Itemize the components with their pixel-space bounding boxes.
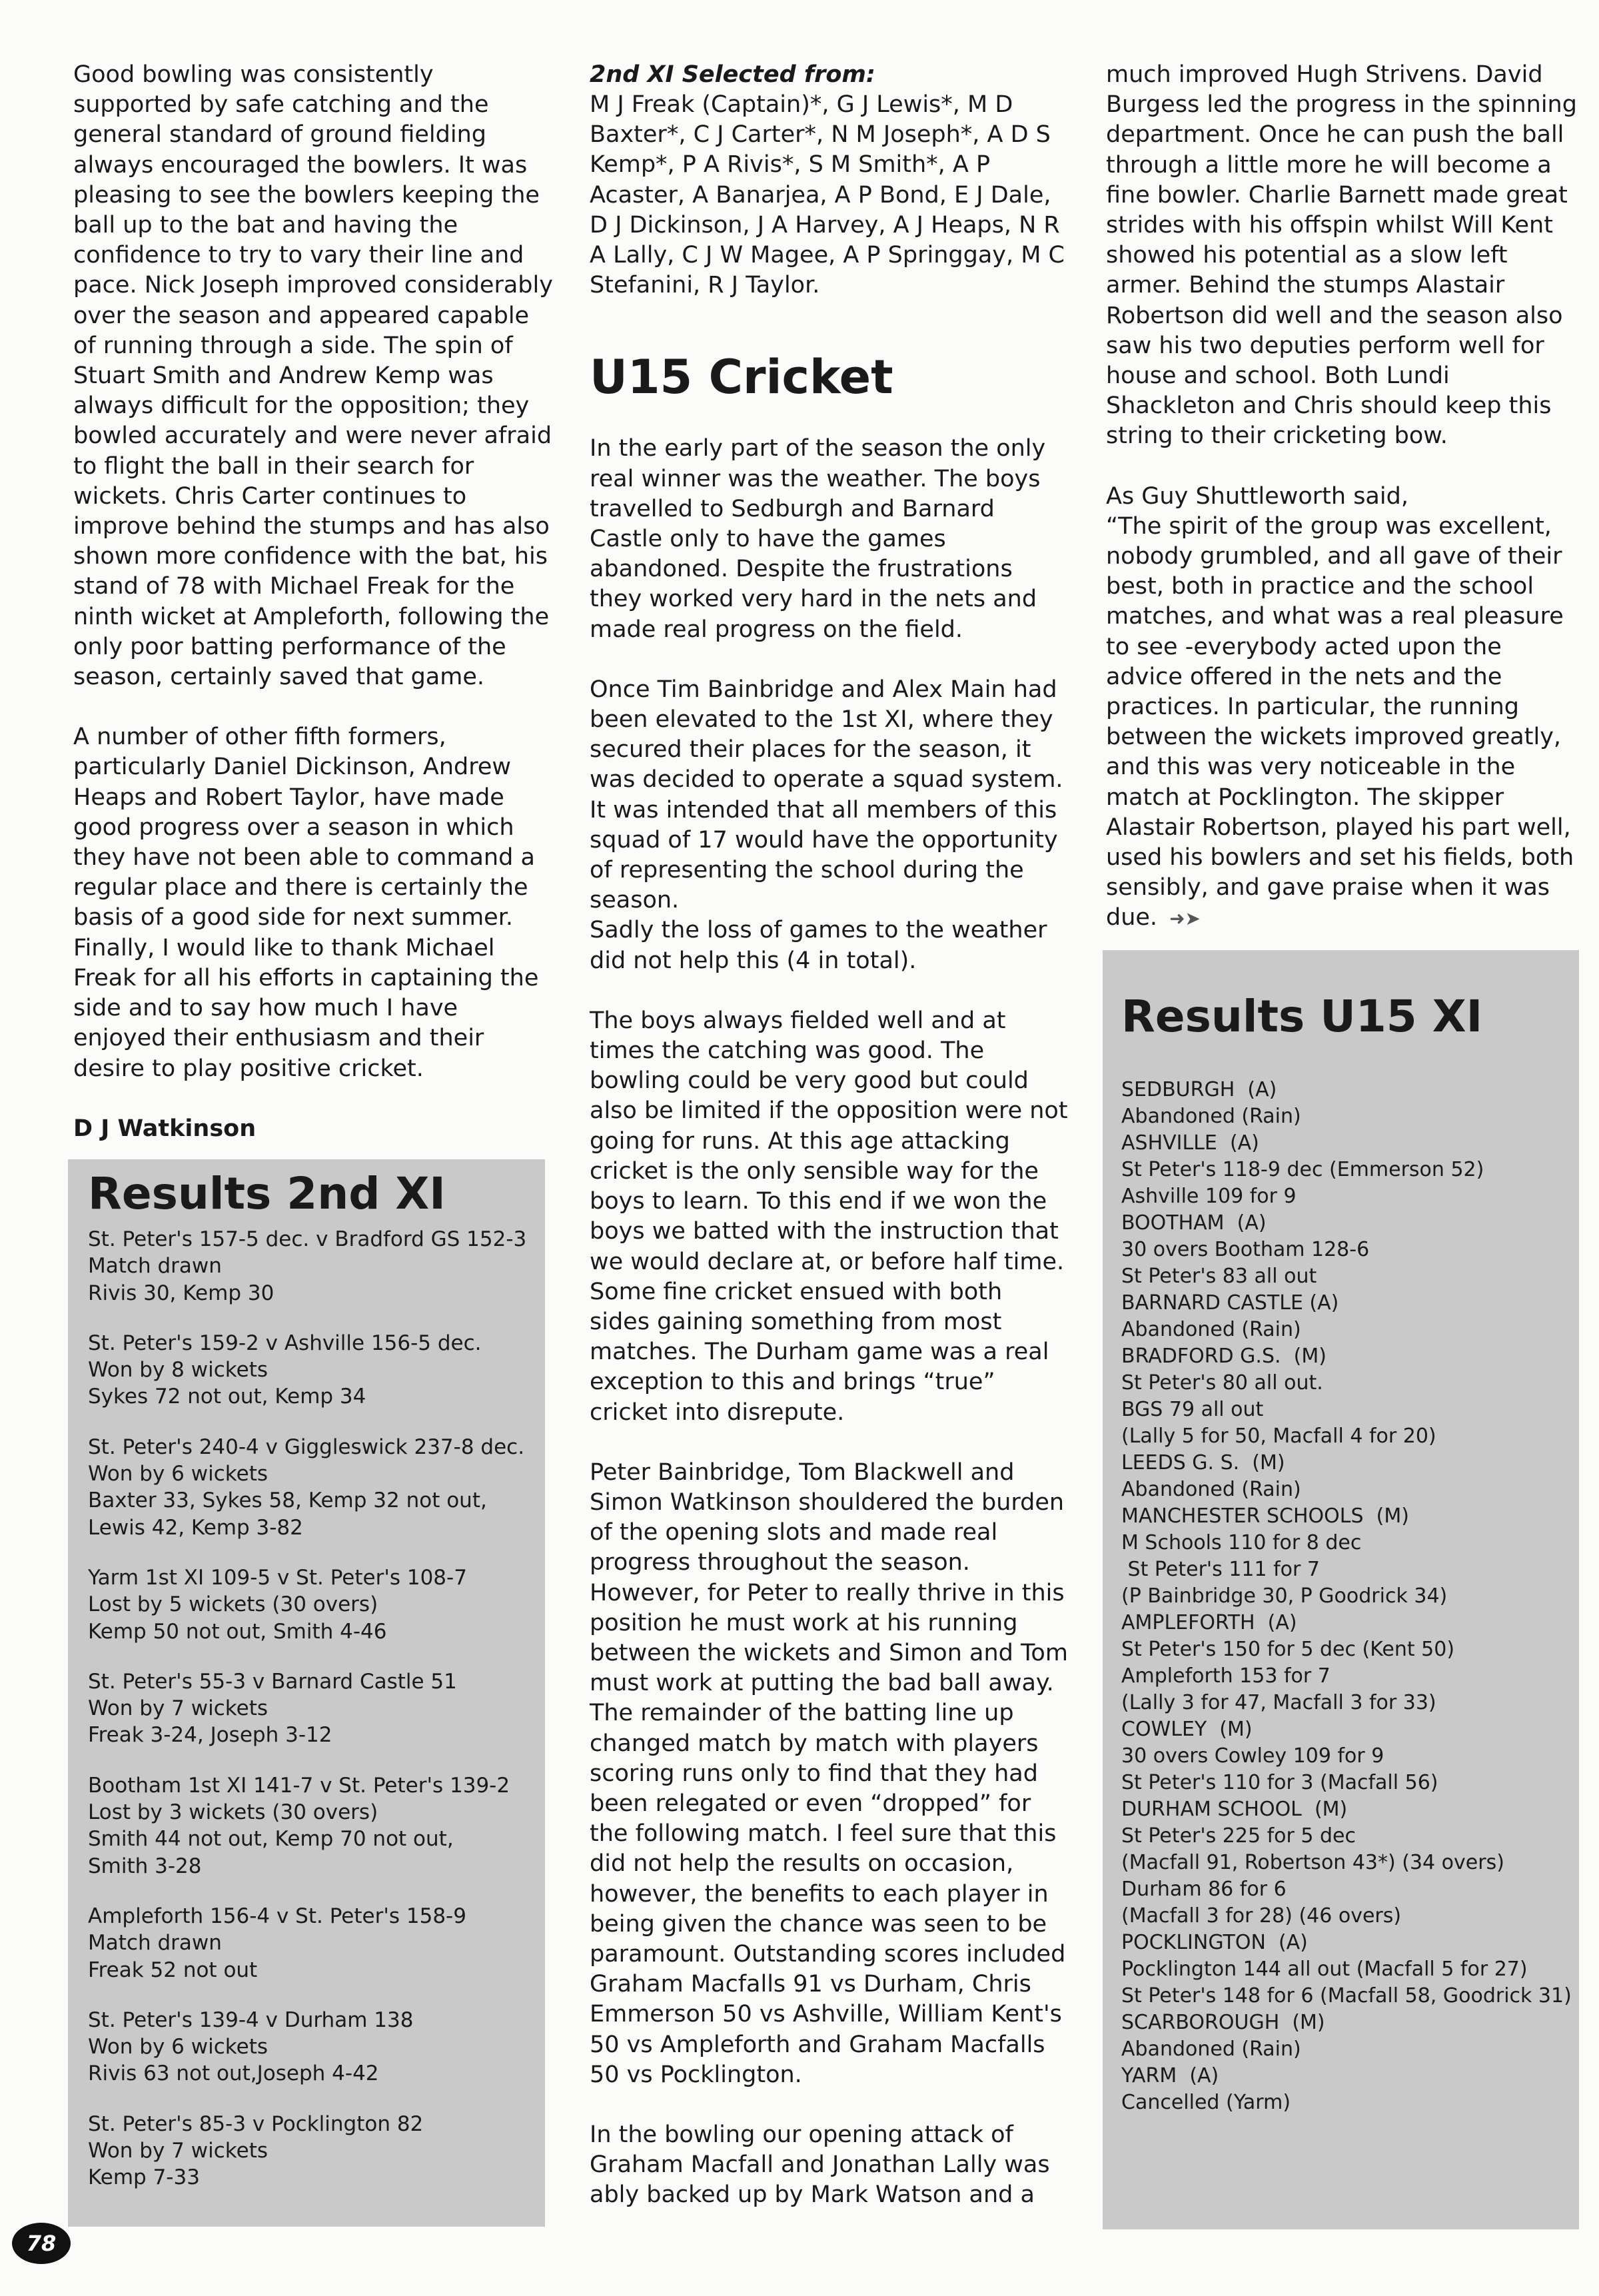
results-u15-xi-list xyxy=(1121,1077,1574,2116)
u15-result-line: (P Bainbridge 30, P Goodrick 34) xyxy=(1121,1584,1448,1608)
match-result-line: Match drawn xyxy=(88,1931,222,1956)
selected-heading: 2nd XI Selected from: xyxy=(590,61,875,88)
results-2nd-xi-box xyxy=(68,1159,545,2227)
u15-result-line: 30 overs Cowley 109 for 9 xyxy=(1121,1744,1384,1768)
match-result-line: St. Peter's 85-3 v Pocklington 82 xyxy=(88,2111,424,2136)
paragraph-weather-loss: Sadly the loss of games to the weather did not help this (4 in total). xyxy=(590,917,1047,974)
match-result-line: St. Peter's 139-4 v Durham 138 xyxy=(88,2008,414,2032)
match-result xyxy=(88,1330,541,1411)
u15-result-line: St Peter's 150 for 5 dec (Kent 50) xyxy=(1121,1638,1455,1661)
results-u15-xi-title: Results U15 XI xyxy=(1121,991,1483,1042)
paragraph-bowling: Good bowling was consistently supported by safe catching and the general standard of ground fielding always encouraged the bowlers. It was pleasing to see the bowlers keeping the ball up to the bat and having the confidence to try to vary their line and pace. Nick Joseph improved considerably over the season and appeared capable of running through a side. The spin of Stuart Smith and Andrew Kemp was always difficult for the opposition; they bowled accurately and were never afraid to flight the ball in their search for wickets. Chris Carter continues to improve behind the stumps and has also shown more confidence with the bat, his stand of 78 with Michael Freak for the ninth wicket at Ampleforth, following the only poor batting performance of the season, certainly saved that game. xyxy=(73,61,553,691)
u15-result-line: Abandoned (Rain) xyxy=(1121,1318,1301,1341)
u15-result-line: Ashville 109 for 9 xyxy=(1121,1185,1297,1208)
match-result-line: Sykes 72 not out, Kemp 34 xyxy=(88,1385,366,1409)
u15-result-line: COWLEY (M) xyxy=(1121,1718,1253,1741)
u15-result-line: St Peter's 225 for 5 dec xyxy=(1121,1824,1356,1848)
u15-result-line: BRADFORD G.S. (M) xyxy=(1121,1345,1327,1368)
match-result-line: Smith 44 not out, Kemp 70 not out, xyxy=(88,1827,454,1852)
match-result-line: Yarm 1st XI 109-5 v St. Peter's 108-7 xyxy=(88,1565,467,1590)
selected-list: M J Freak (Captain)*, G J Lewis*, M D Baxter*, C J Carter*, N M Joseph*, A D S Kemp*, P A Rivis*, S M Smith*, A P Acaster, A Banarjea, A P Bond, E J Dale, D J Dickinson, J A Harvey, A J Heaps, N R A Lally, C J W Magee, A P Springgay, M C Stefanini, R J Taylor. xyxy=(590,91,1065,299)
match-result-line: Rivis 63 not out,Joseph 4-42 xyxy=(88,2061,379,2086)
match-result-line: Kemp 50 not out, Smith 4-46 xyxy=(88,1619,387,1644)
u15-result-line: (Lally 3 for 47, Macfall 3 for 33) xyxy=(1121,1691,1436,1714)
paragraph-batting: Peter Bainbridge, Tom Blackwell and Simon Watkinson shouldered the burden of the opening slots and made real progress throughout the season. However, for Peter to really thrive in this position he must work at his running between the wickets and Simon and Tom must work at putting the bad ball away. The remainder of the batting line up changed match by match with players scoring runs only to find that they had been relegated or even “dropped” for the following match. I feel sure that this did not help the results on occasion, however, the benefits to each player in being given the chance was seen to be paramount. Outstanding scores included Graham Macfalls 91 vs Durham, Chris Emmerson 50 vs Ashville, William Kent's 50 vs Ampleforth and Graham Macfalls 50 vs Pocklington. xyxy=(590,1458,1068,2088)
paragraph-early-season: In the early part of the season the only real winner was the weather. The boys travelled to Sedburgh and Barnard Castle only to have the games abandoned. Despite the frustrations they worked very hard in the nets and made real progress on the field. xyxy=(590,435,1046,643)
results-2nd-xi-title: Results 2nd XI xyxy=(88,1168,446,1219)
match-result-line: Lost by 3 wickets (30 overs) xyxy=(88,1800,378,1825)
u15-result-line: M Schools 110 for 8 dec xyxy=(1121,1531,1362,1554)
u15-result-line: Ampleforth 153 for 7 xyxy=(1121,1664,1331,1688)
quote-text: “The spirit of the group was excellent, nobody grumbled, and all gave of their best, both in practice and the school matches, and what was a real pleasure to see -everybody acted upon the advice offered in the nets and the practices. In particular, the running between the wickets improved greatly, and this was very noticeable in the match at Pocklington. The skipper Alastair Robertson, played his part well, used his bowlers and set his fields, both sensibly, and gave praise when it was due. xyxy=(1106,512,1574,931)
u15-result-line: St Peter's 148 for 6 (Macfall 58, Goodrick 31) xyxy=(1121,1984,1572,2008)
paragraph-bowling-attack: In the bowling our opening attack of Graham Macfall and Jonathan Lally was ably backed up by Mark Watson and a xyxy=(590,2121,1050,2209)
u15-result-line: ASHVILLE (A) xyxy=(1121,1131,1259,1155)
u15-result-line: St Peter's 83 all out xyxy=(1121,1265,1317,1288)
match-result-line: Won by 6 wickets xyxy=(88,1462,268,1486)
paragraph-fielding: The boys always fielded well and at times the catching was good. The bowling could be very good but could also be limited if the opposition were not going for runs. At this age attacking cricket is the only sensible way for the boys to learn. To this end if we won the boys we batted with the instruction that we would declare at, or before half time. Some fine cricket ensued with both sides gaining something from most matches. The Durham game was a real exception to this and brings “true” cricket into disrepute. xyxy=(590,1007,1068,1426)
column-right xyxy=(1106,60,1579,964)
u15-result-line: POCKLINGTON (A) xyxy=(1121,1931,1308,1954)
u15-result-line: 30 overs Bootham 128-6 xyxy=(1121,1238,1370,1261)
match-result-line: Smith 3-28 xyxy=(88,1854,202,1878)
match-result-line: St. Peter's 240-4 v Giggleswick 237-8 dec. xyxy=(88,1435,525,1459)
match-result-line: Freak 3-24, Joseph 3-12 xyxy=(88,1723,332,1748)
match-result xyxy=(88,1226,541,1307)
u15-result-line: Abandoned (Rain) xyxy=(1121,1478,1301,1501)
u15-result-line: (Macfall 91, Robertson 43*) (34 overs) xyxy=(1121,1851,1504,1874)
u15-result-line: BARNARD CASTLE (A) xyxy=(1121,1291,1339,1315)
match-result-line: Baxter 33, Sykes 58, Kemp 32 not out, xyxy=(88,1488,487,1513)
u15-result-line: St Peter's 80 all out. xyxy=(1121,1371,1323,1395)
match-result xyxy=(88,1434,541,1541)
page-number: 78 xyxy=(12,2223,71,2264)
match-result xyxy=(88,1668,541,1749)
match-result-line: St. Peter's 159-2 v Ashville 156-5 dec. xyxy=(88,1331,482,1355)
results-2nd-xi-list xyxy=(88,1226,541,2191)
match-result-line: Bootham 1st XI 141-7 v St. Peter's 139-2 xyxy=(88,1773,510,1798)
match-result-line: Rivis 30, Kemp 30 xyxy=(88,1281,274,1305)
match-result-line: St. Peter's 157-5 dec. v Bradford GS 152-3 xyxy=(88,1227,527,1251)
results-u15-xi-box xyxy=(1103,950,1579,2229)
match-result xyxy=(88,2111,541,2191)
u15-result-line: Abandoned (Rain) xyxy=(1121,1105,1301,1128)
u15-result-line: St Peter's 118-9 dec (Emmerson 52) xyxy=(1121,1158,1484,1181)
paragraph-fifth-formers: A number of other fifth formers, particularly Daniel Dickinson, Andrew Heaps and Robert Taylor, have made good progress over a season in which they have not been able to command a regular place and there is certainly the basis of a good side for next summer. Finally, I would like to thank Michael Freak for all his efforts in captaining the side and to say how much I have enjoyed their enthusiasm and their desire to play positive cricket. xyxy=(73,724,539,1082)
continue-arrow-icon: ➜➤ xyxy=(1169,907,1201,930)
paragraph-strivens: much improved Hugh Strivens. David Burgess led the progress in the spinning department. Once he can push the ball through a little more he will become a fine bowler. Charlie Barnett made great strides with his offspin whilst Will Kent showed his potential as a slow left armer. Behind the stumps Alastair Robertson did well and the season also saw his two deputies perform well for house and school. Both Lundi Shackleton and Chris should keep this string to their cricketing bow. xyxy=(1106,61,1577,450)
column-middle xyxy=(590,60,1069,2241)
match-result-line: Kemp 7-33 xyxy=(88,2165,200,2190)
u15-result-line: BGS 79 all out xyxy=(1121,1398,1264,1421)
match-result-line: Lewis 42, Kemp 3-82 xyxy=(88,1515,303,1540)
match-result-line: Match drawn xyxy=(88,1254,222,1279)
u15-result-line: AMPLEFORTH (A) xyxy=(1121,1611,1297,1634)
u15-result-line: SEDBURGH (A) xyxy=(1121,1078,1277,1101)
u15-result-line: Pocklington 144 all out (Macfall 5 for 27) xyxy=(1121,1958,1528,1981)
u15-result-line: (Macfall 3 for 28) (46 overs) xyxy=(1121,1904,1402,1928)
u15-result-line: Cancelled (Yarm) xyxy=(1121,2091,1291,2114)
match-result-line: Won by 6 wickets xyxy=(88,2035,268,2059)
match-result-line: Freak 52 not out xyxy=(88,1958,258,1982)
u15-result-line: DURHAM SCHOOL (M) xyxy=(1121,1798,1348,1821)
u15-result-line: Durham 86 for 6 xyxy=(1121,1878,1287,1901)
u15-result-line: St Peter's 110 for 3 (Macfall 56) xyxy=(1121,1771,1438,1794)
u15-result-line: BOOTHAM (A) xyxy=(1121,1211,1267,1235)
u15-result-line: MANCHESTER SCHOOLS (M) xyxy=(1121,1504,1409,1528)
match-result xyxy=(88,1903,541,1984)
u15-result-line: (Lally 5 for 50, Macfall 4 for 20) xyxy=(1121,1425,1436,1448)
u15-result-line: SCARBOROUGH (M) xyxy=(1121,2011,1325,2034)
match-result-line: Ampleforth 156-4 v St. Peter's 158-9 xyxy=(88,1904,466,1928)
match-result-line: St. Peter's 55-3 v Barnard Castle 51 xyxy=(88,1669,457,1694)
u15-result-line: St Peter's 111 for 7 xyxy=(1121,1558,1320,1581)
quote-shuttleworth xyxy=(1106,512,1579,934)
paragraph-squad: Once Tim Bainbridge and Alex Main had been elevated to the 1st XI, where they secured their places for the season, it was decided to operate a squad system. It was intended that all members of this squad of 17 would have the opportunity of representing the school during the season. xyxy=(590,676,1063,914)
author-signature: D J Watkinson xyxy=(73,1115,257,1142)
section-title-u15: U15 Cricket xyxy=(590,350,893,405)
u15-result-line: Abandoned (Rain) xyxy=(1121,2037,1301,2061)
match-result xyxy=(88,1772,541,1880)
match-result-line: Lost by 5 wickets (30 overs) xyxy=(88,1592,378,1617)
u15-result-line: YARM (A) xyxy=(1121,2064,1219,2087)
match-result-line: Won by 7 wickets xyxy=(88,1696,268,1721)
quote-intro: As Guy Shuttleworth said, xyxy=(1106,482,1408,510)
match-result xyxy=(88,2007,541,2087)
match-result-line: Won by 8 wickets xyxy=(88,1358,268,1383)
match-result xyxy=(88,1564,541,1645)
match-result-line: Won by 7 wickets xyxy=(88,2139,268,2163)
column-left xyxy=(73,60,553,1164)
u15-result-line: LEEDS G. S. (M) xyxy=(1121,1451,1285,1474)
